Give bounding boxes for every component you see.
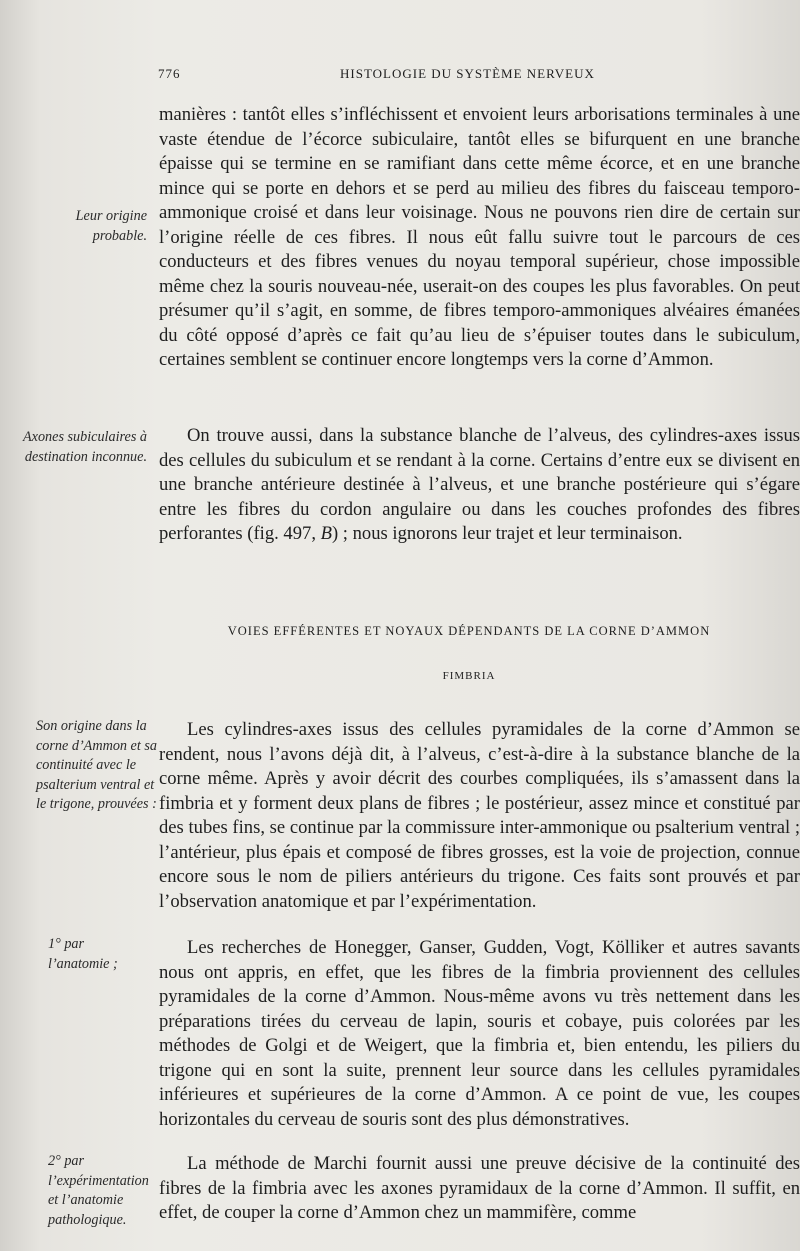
subsection-heading: FIMBRIA [442, 670, 496, 682]
paragraph-recherches: Les recherches de Honegger, Ganser, Gudden, Vogt, Kölliker et autres savants nous ont appris, en effet, que les fibres de la fimbria proviennent des cellules pyramidales de la corne d’Ammon. Nous-même avons vu très nettement dans les préparations tirées du cerveau de lapin, souris et cobaye, puis colorées par les méthodes de Golgi et de Weigert, que la fimbria et, bien entendu, les piliers du trigone qui en sont la suite, prennent leur source dans les cellules pyramidales inférieures et supérieures de la corne d’Ammon. A ce point de vue, les coupes horizontales du cerveau de souris sont des plus démonstratives. [159, 937, 800, 1130]
page-number: 776 [158, 66, 181, 81]
paragraph-fimbria-origin: Les cylindres-axes issus des cellules pyramidales de la corne d’Ammon se rendent, nous l’avons déjà dit, à l’alveus, c’est-à-dire à la substance blanche de la corne même. Après y avoir décrit des courbes compliquées, ils s’amassent dans la fimbria et y forment deux plans de fibres ; le postérieur, assez mince et constitué par des tubes fins, se continue par la commissure inter-ammonique ou psalterium ventral ; l’antérieur, plus épais et composé de fibres grosses, est la voie de projection, connue encore sous le nom de piliers antérieurs du trigone. Ces faits sont prouvés et par l’observation anatomique et par l’expérimentation. [159, 719, 800, 912]
margin-note-par-anatomie: 1° par l’anatomie ; [48, 936, 118, 972]
margin-note-par-experimentation: 2° par l’expérimentation et l’anatomie pathologique. [48, 1153, 149, 1228]
running-title: HISTOLOGIE DU SYSTÈME NERVEUX [340, 66, 595, 81]
running-header [0, 66, 800, 86]
paragraph-marchi: La méthode de Marchi fournit aussi une preuve décisive de la continuité des fibres de la fimbria avec les axones pyramidaux de la corne d’Ammon. Il suffit, en effet, de couper la corne d’Ammon chez un mammifère, comme [159, 1153, 800, 1223]
margin-note-axones-subiculaires: Axones subiculaires à destination inconnue. [23, 429, 147, 465]
paragraph-alveus-text: On trouve aussi, dans la substance blanche de l’alveus, des cylindres-axes issus des cellules du subiculum et se rendant à la corne. Certains d’entre eux se divisent en une branche antérieure destinée à l’alveus, et une branche postérieure qui s’égare entre les fibres du cordon angulaire ou dans les couches profondes des fibres perforantes (fig. [159, 425, 800, 544]
figure-reference-number: 497 [283, 523, 312, 544]
figure-reference-letter: B [320, 523, 332, 544]
section-heading: VOIES EFFÉRENTES ET NOYAUX DÉPENDANTS DE LA CORNE D’AMMON [227, 624, 711, 638]
margin-note-son-origine: Son origine dans la corne d’Ammon et sa continuité avec le psalterium ventral et le trigone, prouvées : [36, 718, 157, 812]
paragraph-continuation: manières : tantôt elles s’infléchissent et envoient leurs arborisations terminales à une vaste étendue de l’écorce subiculaire, tantôt elles se bifurquent en une branche épaisse qui se termine en se ramifiant dans cette même écorce, et en une branche mince qui se porte en dehors et se perd au milieu des fibres du faisceau temporo-ammonique croisé et dans leur voisinage. Nous ne pouvons rien dire de certain sur l’origine réelle de ces fibres. Il nous eût fallu suivre tout le parcours de ces conducteurs et des fibres venues du noyau temporal supérieur, chose impossible même chez la souris nouveau-née, userait-on des coupes les plus favorables. On peut présumer qu’il s’agit, en somme, de fibres temporo-ammoniques alvéaires émanées du côté opposé d’après ce fait qu’au lieu de s’épuiser toutes dans le subiculum, certaines semblent se continuer encore longtemps vers la corne d’Ammon. [159, 104, 800, 370]
paragraph-alveus: On trouve aussi, dans la substance blanche de l’alveus, des cylindres-axes issus des cellules du subiculum et se rendant à la corne. Certains d’entre eux se divisent en une branche antérieure destinée à l’alveus, et une branche postérieure qui s’égare entre les fibres du cordon angulaire ou dans les couches profondes des fibres perforantes (fig. 497, B) ; nous ignorons leur trajet et leur terminaison. [159, 425, 800, 544]
paragraph-alveus-end: ) ; nous ignorons leur trajet et leur terminaison. [331, 523, 683, 544]
margin-note-leur-origine: Leur origine probable. [75, 208, 147, 244]
